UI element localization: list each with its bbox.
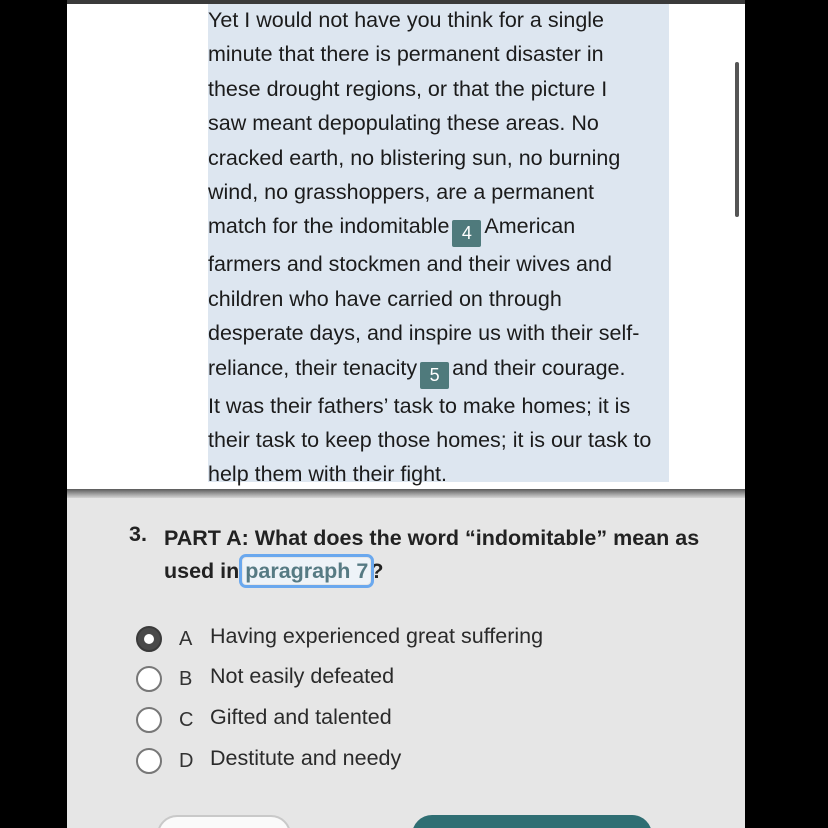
reference-badge-4[interactable]: 4 [452, 220, 481, 247]
choice-letter: C [179, 709, 194, 731]
radio-button-selected[interactable] [136, 626, 162, 652]
passage-pane[interactable] [67, 4, 745, 489]
answer-choice-b[interactable] [134, 664, 654, 694]
paragraph-link[interactable]: paragraph 7 [245, 559, 369, 583]
choice-letter: B [179, 668, 193, 690]
passage-line: their task to keep those homes; it is our task to [208, 428, 652, 453]
next-button[interactable] [412, 815, 652, 828]
passage-text-segment: reliance, their tenacity [208, 355, 418, 380]
passage-line: Yet I would not have you think for a single [208, 8, 605, 32]
question-number: 3. [129, 522, 147, 546]
radio-button[interactable] [136, 707, 162, 733]
question-text [164, 522, 704, 588]
passage-text-segment: American [484, 214, 576, 239]
answer-choice-c[interactable] [134, 705, 654, 735]
radio-dot-icon [144, 634, 154, 644]
reference-badge-5[interactable]: 5 [420, 362, 449, 389]
passage-line: saw meant depopulating these areas. No [208, 111, 599, 136]
passage-line: these drought regions, or that the picture I [208, 76, 608, 101]
passage-line: farmers and stockmen and their wives and [208, 252, 612, 277]
question-text-segment: ? [370, 559, 384, 583]
passage-scrollbar[interactable] [735, 62, 739, 217]
question-pane [67, 498, 745, 828]
pane-divider[interactable] [67, 489, 745, 498]
passage-line: desperate days, and inspire us with their self- [208, 321, 640, 346]
choice-letter: D [179, 750, 194, 772]
choice-letter: A [179, 628, 193, 650]
choice-text: Having experienced great suffering [210, 624, 544, 648]
test-app-window [67, 0, 745, 828]
choice-text: Not easily defeated [210, 664, 395, 688]
passage-line: minute that there is permanent disaster in [208, 42, 604, 67]
question-text-segment: PART A: What does the word “indomitable” mean as used in [164, 526, 700, 583]
radio-button[interactable] [136, 666, 162, 692]
passage-line: children who have carried on through [208, 286, 562, 311]
answer-choice-a[interactable] [134, 624, 654, 654]
passage-line: cracked earth, no blistering sun, no burning [208, 145, 621, 170]
choice-text: Gifted and talented [210, 705, 392, 729]
passage-line [208, 351, 678, 389]
passage-text-segment: and their courage. [452, 355, 626, 380]
back-button[interactable] [157, 815, 291, 828]
passage-line: It was their fathers’ task to make homes; it is [208, 393, 631, 418]
choice-text: Destitute and needy [210, 746, 402, 770]
passage-text [208, 4, 678, 489]
passage-text-segment: match for the indomitable [208, 214, 450, 239]
passage-line: wind, no grasshoppers, are a permanent [208, 180, 595, 205]
radio-button[interactable] [136, 748, 162, 774]
passage-line [208, 209, 678, 247]
passage-line: help them with their fight. [208, 462, 448, 487]
answer-choice-d[interactable] [134, 746, 654, 776]
